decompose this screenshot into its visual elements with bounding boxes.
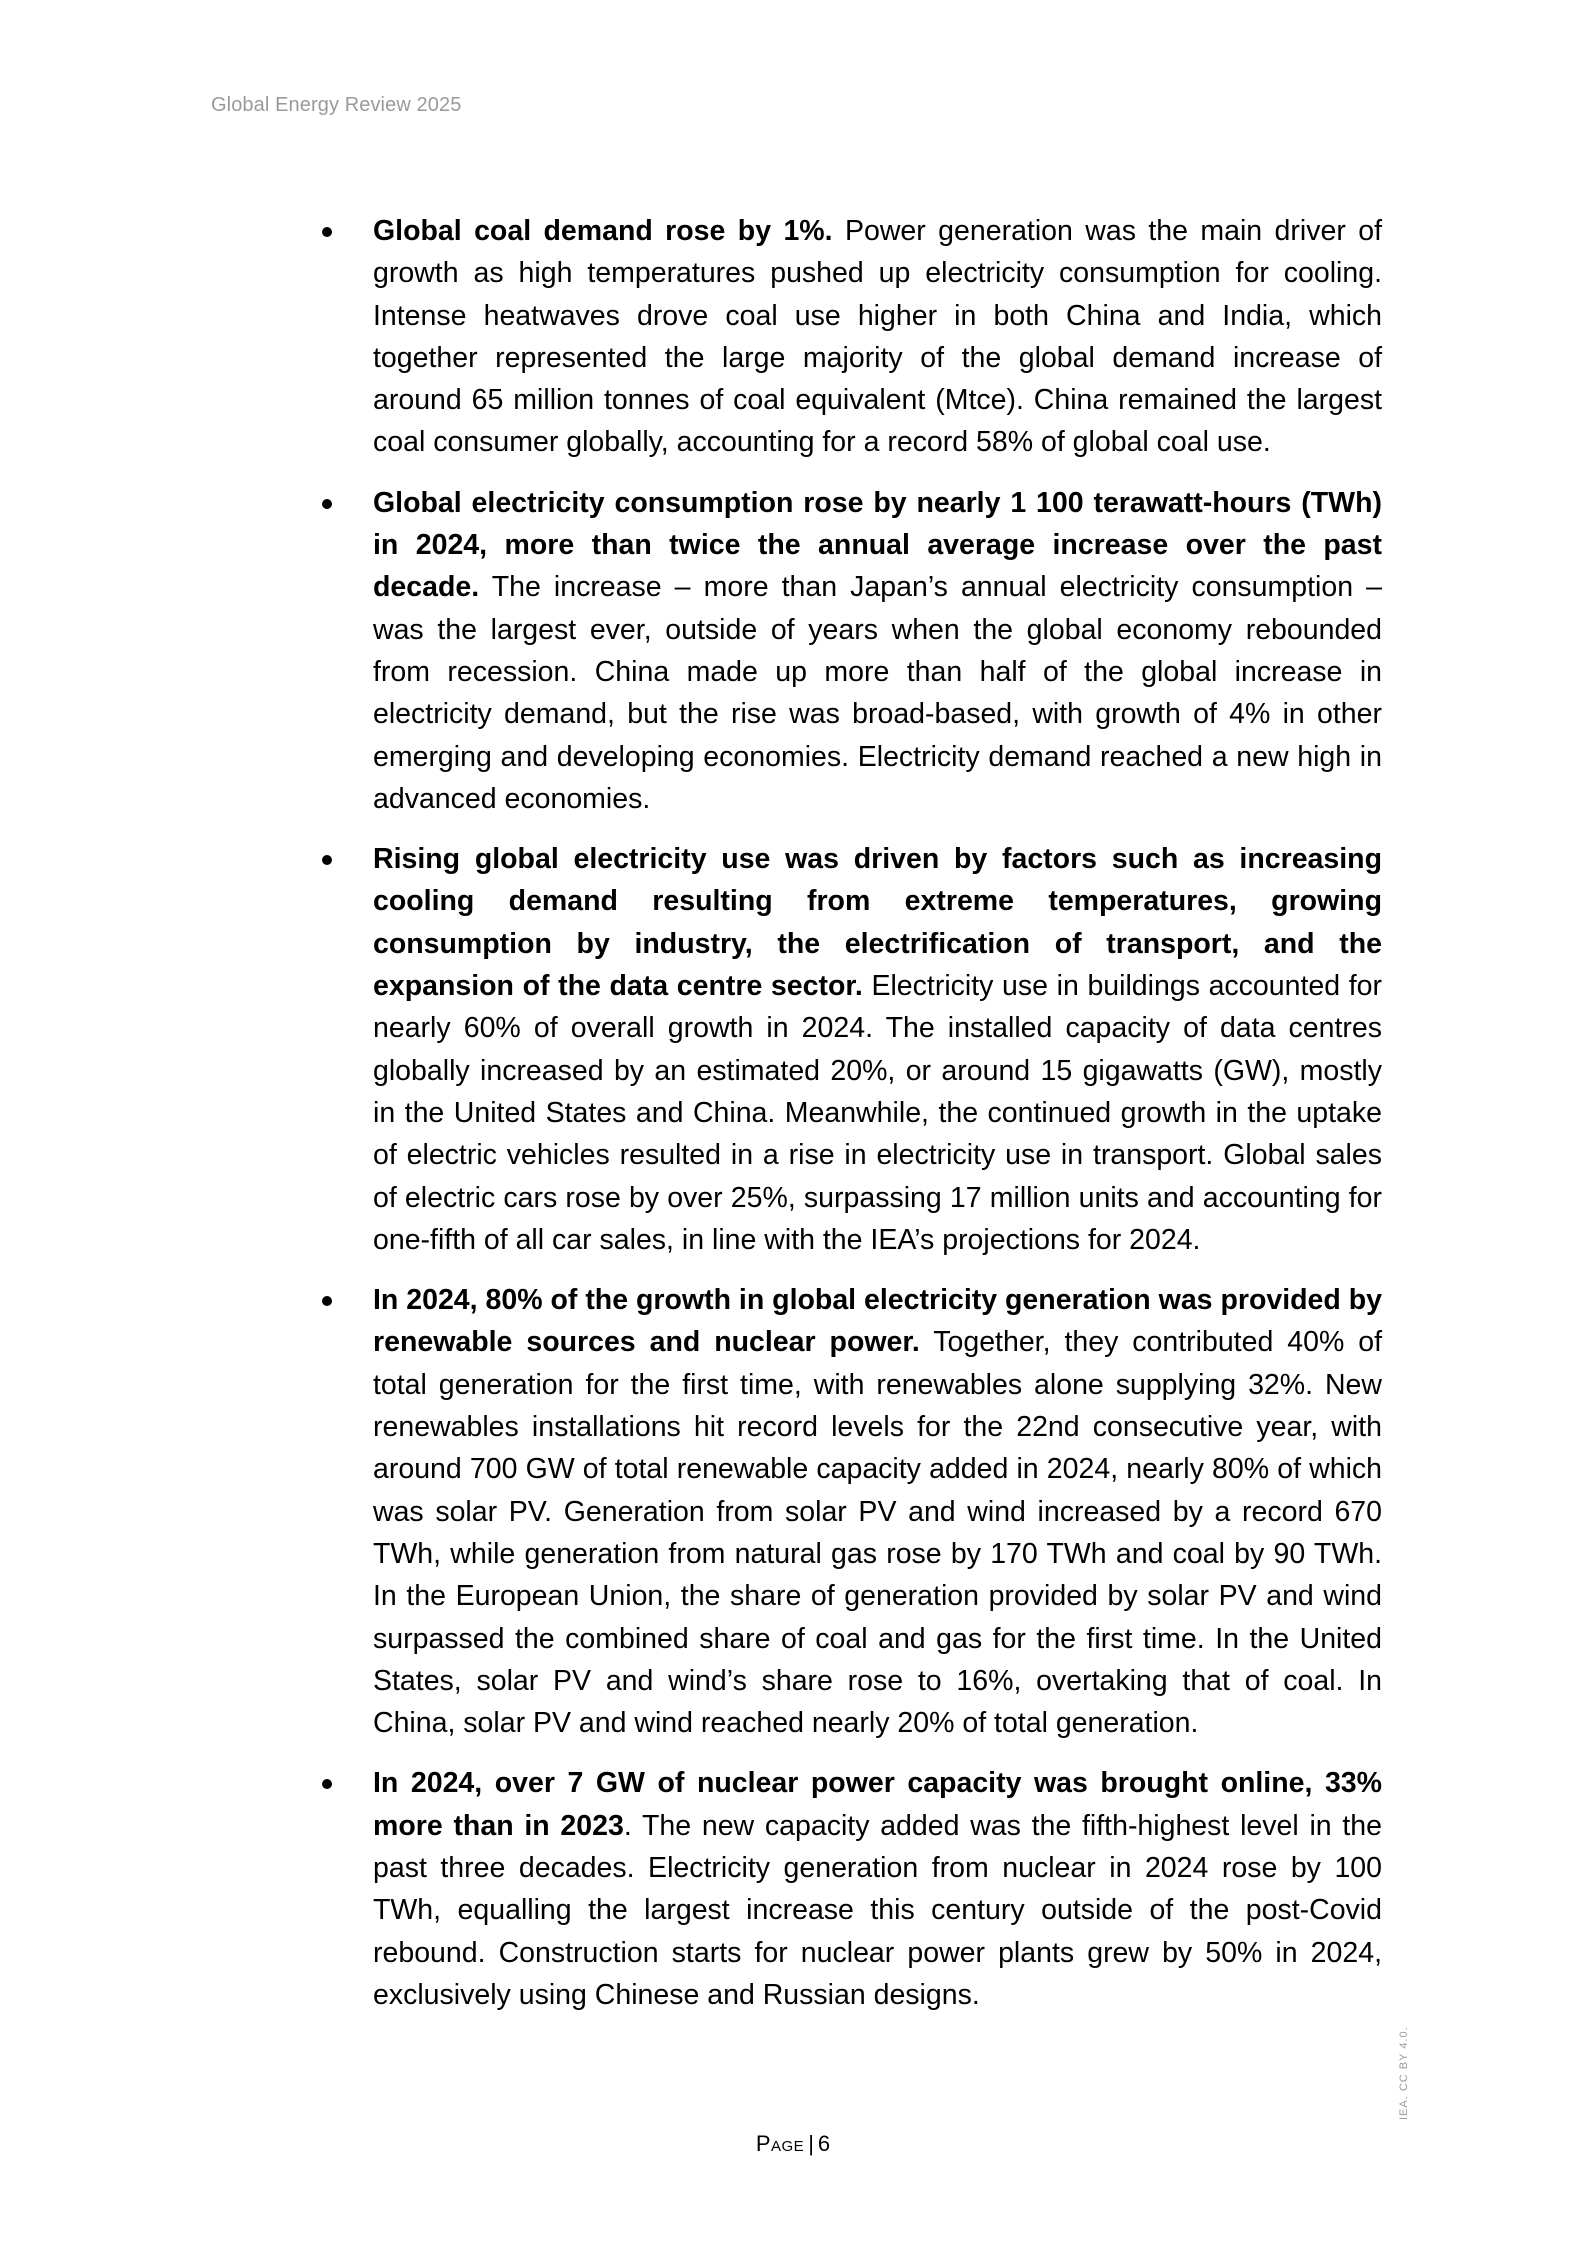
bullet-icon (322, 1779, 332, 1789)
bullet-electricity-consumption (322, 482, 1382, 820)
bullet-body: Electricity use in buildings accounted for nearly 60% of overall growth in 2024. The installed capacity of data centres globally increased by an estimated 20%, or around 15 gigawatts (GW), mostly in the United States and China. Meanwhile, the continued growth in the uptake of electric vehicles resulted in a rise in electricity use in transport. Global sales of electric cars rose by over 25%, surpassing 17 million units and accounting for one-fifth of all car sales, in line with the IEA’s projections for 2024. (373, 970, 1382, 1256)
bullet-renewables-growth (322, 1279, 1382, 1744)
bullet-lead: In 2024, 80% of the growth in global electricity generation was provided by renewable sources and nuclear power. (373, 1284, 1382, 1359)
bullet-lead: In 2024, over 7 GW of nuclear power capacity was brought online, 33% more than in 2023 (373, 1767, 1382, 1842)
bullet-body: . The new capacity added was the fifth-highest level in the past three decades. Electricity generation from nuclear in 2024 rose by 100 TWh, equalling the largest increase this century outside of the post-Covid rebound. Construction starts for nuclear power plants grew by 50% in 2024, exclusively using Chinese and Russian designs. (373, 1809, 1382, 2011)
bullet-coal-demand (322, 210, 1382, 464)
page-number: 6 (817, 2131, 831, 2156)
bullet-body: The increase – more than Japan’s annual electricity consumption – was the largest ever, outside of years when the global economy rebounded from recession. China made up more than half of the global increase in electricity demand, but the rise was broad-based, with growth of 4% in other emerging and developing economies. Electricity demand reached a new high in advanced economies. (373, 571, 1382, 815)
bullet-lead: Global electricity consumption rose by nearly 1 100 terawatt-hours (TWh) in 2024, more than twice the annual average increase over the past decade. (373, 486, 1382, 604)
bullet-icon (322, 227, 332, 237)
bullet-electricity-drivers (322, 838, 1382, 1261)
bullet-body: Power generation was the main driver of growth as high temperatures pushed up electricity consumption for cooling. Intense heatwaves drove coal use higher in both China and India, which together represented the large majority of the global demand increase of around 65 million tonnes of coal equivalent (Mtce). China remained the largest coal consumer globally, accounting for a record 58% of global coal use. (373, 215, 1382, 459)
main-content (322, 210, 1382, 2016)
license-note: IEA. CC BY 4.0. (1398, 2026, 1410, 2120)
bullet-list (322, 210, 1382, 2016)
bullet-lead: Rising global electricity use was driven by factors such as increasing cooling demand resulting from extreme temperatures, growing consumption by industry, the electrification of transport, and the expansion of the data centre sector. (373, 843, 1382, 1003)
bullet-icon (322, 855, 332, 865)
bullet-nuclear-capacity (322, 1762, 1382, 2016)
bullet-lead: Global coal demand rose by 1%. (373, 215, 833, 247)
page-label: Page (755, 2131, 805, 2156)
page-separator: | (808, 2131, 814, 2156)
running-header: Global Energy Review 2025 (211, 94, 462, 116)
bullet-icon (322, 499, 332, 509)
bullet-body: Together, they contributed 40% of total generation for the first time, with renewables alone supplying 32%. New renewables installations hit record levels for the 22nd consecutive year, with around 700 GW of total renewable capacity added in 2024, nearly 80% of which was solar PV. Generation from solar PV and wind increased by a record 670 TWh, while generation from natural gas rose by 170 TWh and coal by 90 TWh. In the European Union, the share of generation provided by solar PV and wind surpassed the combined share of coal and gas for the first time. In the United States, solar PV and wind’s share rose to 16%, overtaking that of coal. In China, solar PV and wind reached nearly 20% of total generation. (373, 1326, 1382, 1740)
page-number-footer (0, 2131, 1586, 2157)
bullet-icon (322, 1296, 332, 1306)
